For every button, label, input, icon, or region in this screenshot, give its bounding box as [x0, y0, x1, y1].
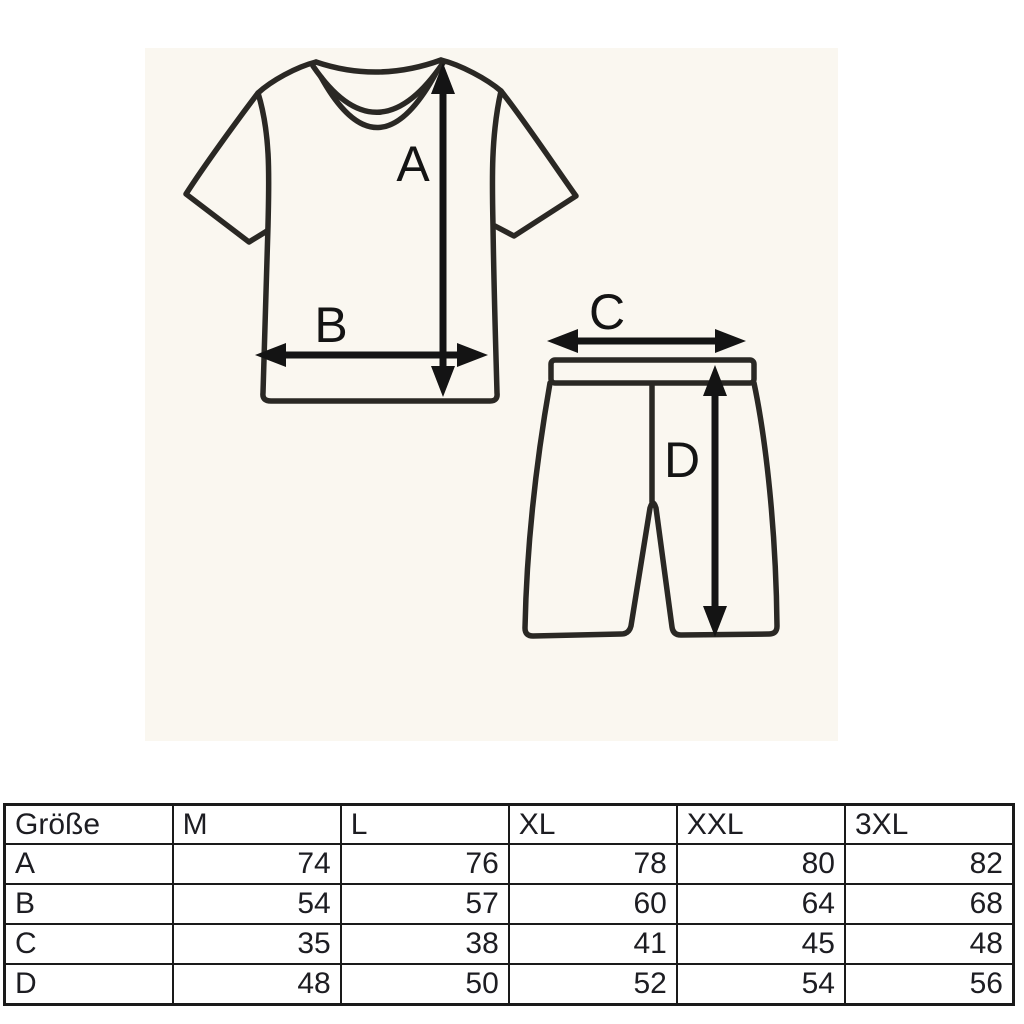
- tshirt-collar-top: [316, 60, 441, 72]
- row-label-b: B: [5, 884, 173, 924]
- measure-arrow-b: [255, 343, 488, 367]
- table-row-a: [5, 844, 1014, 884]
- dimension-label-c: C: [588, 284, 626, 340]
- size-diagram-panel: [145, 48, 838, 741]
- cell-b-3xl: 68: [845, 884, 1014, 924]
- table-row-c: [5, 924, 1014, 964]
- shorts-waistband: [551, 360, 754, 383]
- cell-d-xxl: 54: [677, 964, 845, 1005]
- garment-measurement-drawing: [145, 48, 838, 741]
- cell-b-l: 57: [341, 884, 509, 924]
- measure-arrow-d: [703, 365, 727, 637]
- cell-d-xl: 52: [509, 964, 677, 1005]
- dimension-label-a: A: [396, 136, 430, 192]
- dimension-label-b: B: [314, 297, 348, 353]
- cell-a-m: 74: [173, 844, 341, 884]
- row-label-a: A: [5, 844, 173, 884]
- header-cell-size: Größe: [5, 805, 173, 845]
- header-cell-3xl: 3XL: [845, 805, 1014, 845]
- dimension-label-d: D: [663, 432, 701, 488]
- row-label-c: C: [5, 924, 173, 964]
- cell-b-xxl: 64: [677, 884, 845, 924]
- cell-b-m: 54: [173, 884, 341, 924]
- header-cell-xxl: XXL: [677, 805, 845, 845]
- tshirt-collar-inner: [321, 73, 436, 128]
- table-row-b: [5, 884, 1014, 924]
- cell-c-xl: 41: [509, 924, 677, 964]
- shorts-drawing: [525, 360, 777, 636]
- table-header-row: [5, 805, 1014, 845]
- tshirt-left-sleeve: [186, 62, 316, 242]
- tshirt-drawing: [186, 60, 576, 401]
- cell-b-xl: 60: [509, 884, 677, 924]
- table-row-d: [5, 964, 1014, 1005]
- cell-d-l: 50: [341, 964, 509, 1005]
- cell-c-xxl: 45: [677, 924, 845, 964]
- cell-a-xl: 78: [509, 844, 677, 884]
- measure-arrow-a: [431, 63, 455, 397]
- cell-d-3xl: 56: [845, 964, 1014, 1005]
- cell-c-l: 38: [341, 924, 509, 964]
- cell-a-xxl: 80: [677, 844, 845, 884]
- measure-arrow-c: [547, 329, 746, 353]
- cell-a-3xl: 82: [845, 844, 1014, 884]
- size-table: [3, 803, 1015, 1006]
- header-cell-m: M: [173, 805, 341, 845]
- header-cell-xl: XL: [509, 805, 677, 845]
- header-cell-l: L: [341, 805, 509, 845]
- cell-a-l: 76: [341, 844, 509, 884]
- tshirt-right-sleeve: [441, 60, 576, 236]
- cell-c-3xl: 48: [845, 924, 1014, 964]
- cell-d-m: 48: [173, 964, 341, 1005]
- cell-c-m: 35: [173, 924, 341, 964]
- row-label-d: D: [5, 964, 173, 1005]
